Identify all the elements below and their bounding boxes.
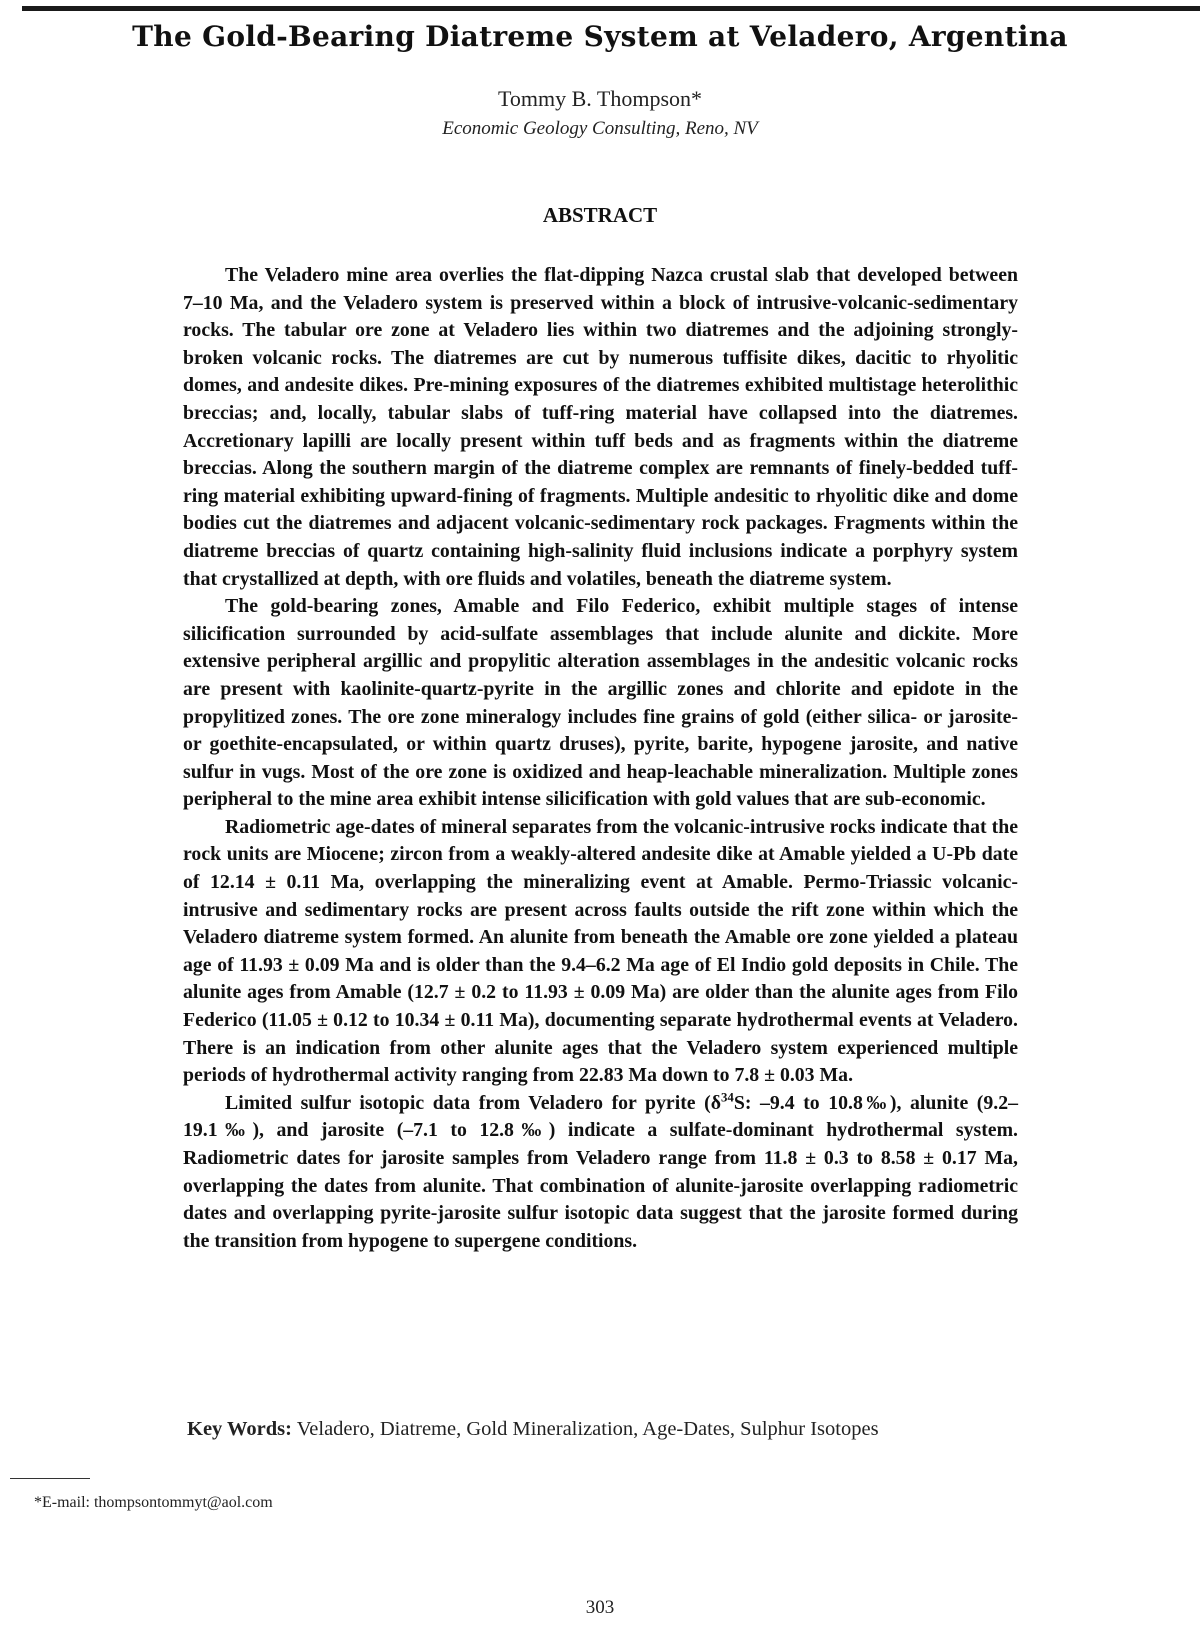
abstract-body [183, 262, 1018, 1255]
abstract-paragraph: The Veladero mine area overlies the flat-dipping Nazca crustal slab that developed between 7–10 Ma, and the Veladero system is preserved within a block of intrusive-volcanic-sedimentary rocks. The tabular ore zone at Veladero lies within two diatremes and the adjoining strongly-broken volcanic rocks. The diatremes are cut by numerous tuffisite dikes, dacitic to rhyolitic domes, and andesite dikes. Pre-mining exposures of the diatremes exhibited multistage heterolithic breccias; and, locally, tabular slabs of tuff-ring material have collapsed into the diatremes. Accretionary lapilli are locally present within tuff beds and as fragments within the diatreme breccias. Along the southern margin of the diatreme complex are remnants of finely-bedded tuff-ring material exhibiting upward-fining of fragments. Multiple andesitic to rhyolitic dike and dome bodies cut the diatremes and adjacent volcanic-sedimentary rock packages. Fragments within the diatreme breccias of quartz containing high-salinity fluid inclusions indicate a porphyry system that crystallized at depth, with ore fluids and volatiles, beneath the diatreme system. [183, 264, 1018, 590]
page-number: 303 [585, 1597, 615, 1618]
keywords-text: Veladero, Diatreme, Gold Mineralization, Age-Dates, Sulphur Isotopes [291, 1418, 879, 1440]
abstract-heading: ABSTRACT [542, 203, 658, 227]
keywords [187, 1418, 1087, 1441]
author-affiliation: Economic Geology Consulting, Reno, NV [442, 118, 758, 139]
abstract-paragraph: Limited sulfur isotopic data from Veladero for pyrite ($\delta^{34}S$: –9.4 to 10.8‰), alunite (9.2–19.1‰), and jarosite (–7.1 to 12.8‰) indicate a sulfate-dominant hydrothermal system. Radiometric dates for jarosite samples from Veladero range from 11.8 ± 0.3 to 8.58 ± 0.17 Ma, overlapping the dates from alunite. That combination of alunite-jarosite overlapping radiometric dates and overlapping pyrite-jarosite sulfur isotopic data suggest that the jarosite formed during the transition from hypogene to supergene conditions. [183, 1090, 1018, 1252]
top-rule [22, 6, 1200, 11]
footnote-rule [10, 1478, 90, 1479]
keywords-label: Key Words: [187, 1418, 292, 1440]
abstract-paragraph: The gold-bearing zones, Amable and Filo Federico, exhibit multiple stages of intense silicification surrounded by acid-sulfate assemblages that include alunite and dickite. More extensive peripheral argillic and propylitic alteration assemblages in the andesitic volcanic rocks are present with kaolinite-quartz-pyrite in the argillic zones and chlorite and epidote in the propylitized zones. The ore zone mineralogy includes fine grains of gold (either silica- or jarosite- or goethite-encapsulated, or within quartz druses), pyrite, barite, hypogene jarosite, and native sulfur in vugs. Most of the ore zone is oxidized and heap-leachable mineralization. Multiple zones peripheral to the mine area exhibit intense silicification with gold values that are sub-economic. [183, 595, 1018, 811]
author-name: Tommy B. Thompson* [497, 86, 702, 111]
abstract-paragraph: Radiometric age-dates of mineral separates from the volcanic-intrusive rocks indicate that the rock units are Miocene; zircon from a weakly-altered andesite dike at Amable yielded a U-Pb date of 12.14 ± 0.11 Ma, overlapping the mineralizing event at Amable. Permo-Triassic volcanic-intrusive and sedimentary rocks are present across faults outside the rift zone within which the Veladero diatreme system formed. An alunite from beneath the Amable ore zone yielded a plateau age of 11.93 ± 0.09 Ma and is older than the 9.4–6.2 Ma age of El Indio gold deposits in Chile. The alunite ages from Amable (12.7 ± 0.2 to 11.93 ± 0.09 Ma) are older than the alunite ages from Filo Federico (11.05 ± 0.12 to 10.34 ± 0.11 Ma), documenting separate hydrothermal events at Veladero. There is an indication from other alunite ages that the Veladero system experienced multiple periods of hydrothermal activity ranging from 22.83 Ma down to 7.8 ± 0.03 Ma. [183, 815, 1018, 1087]
author-email-footnote: *E-mail: thompsontommyt@aol.com [34, 1494, 273, 1511]
paper-title: The Gold-Bearing Diatreme System at Veladero, Argentina [132, 20, 1068, 53]
